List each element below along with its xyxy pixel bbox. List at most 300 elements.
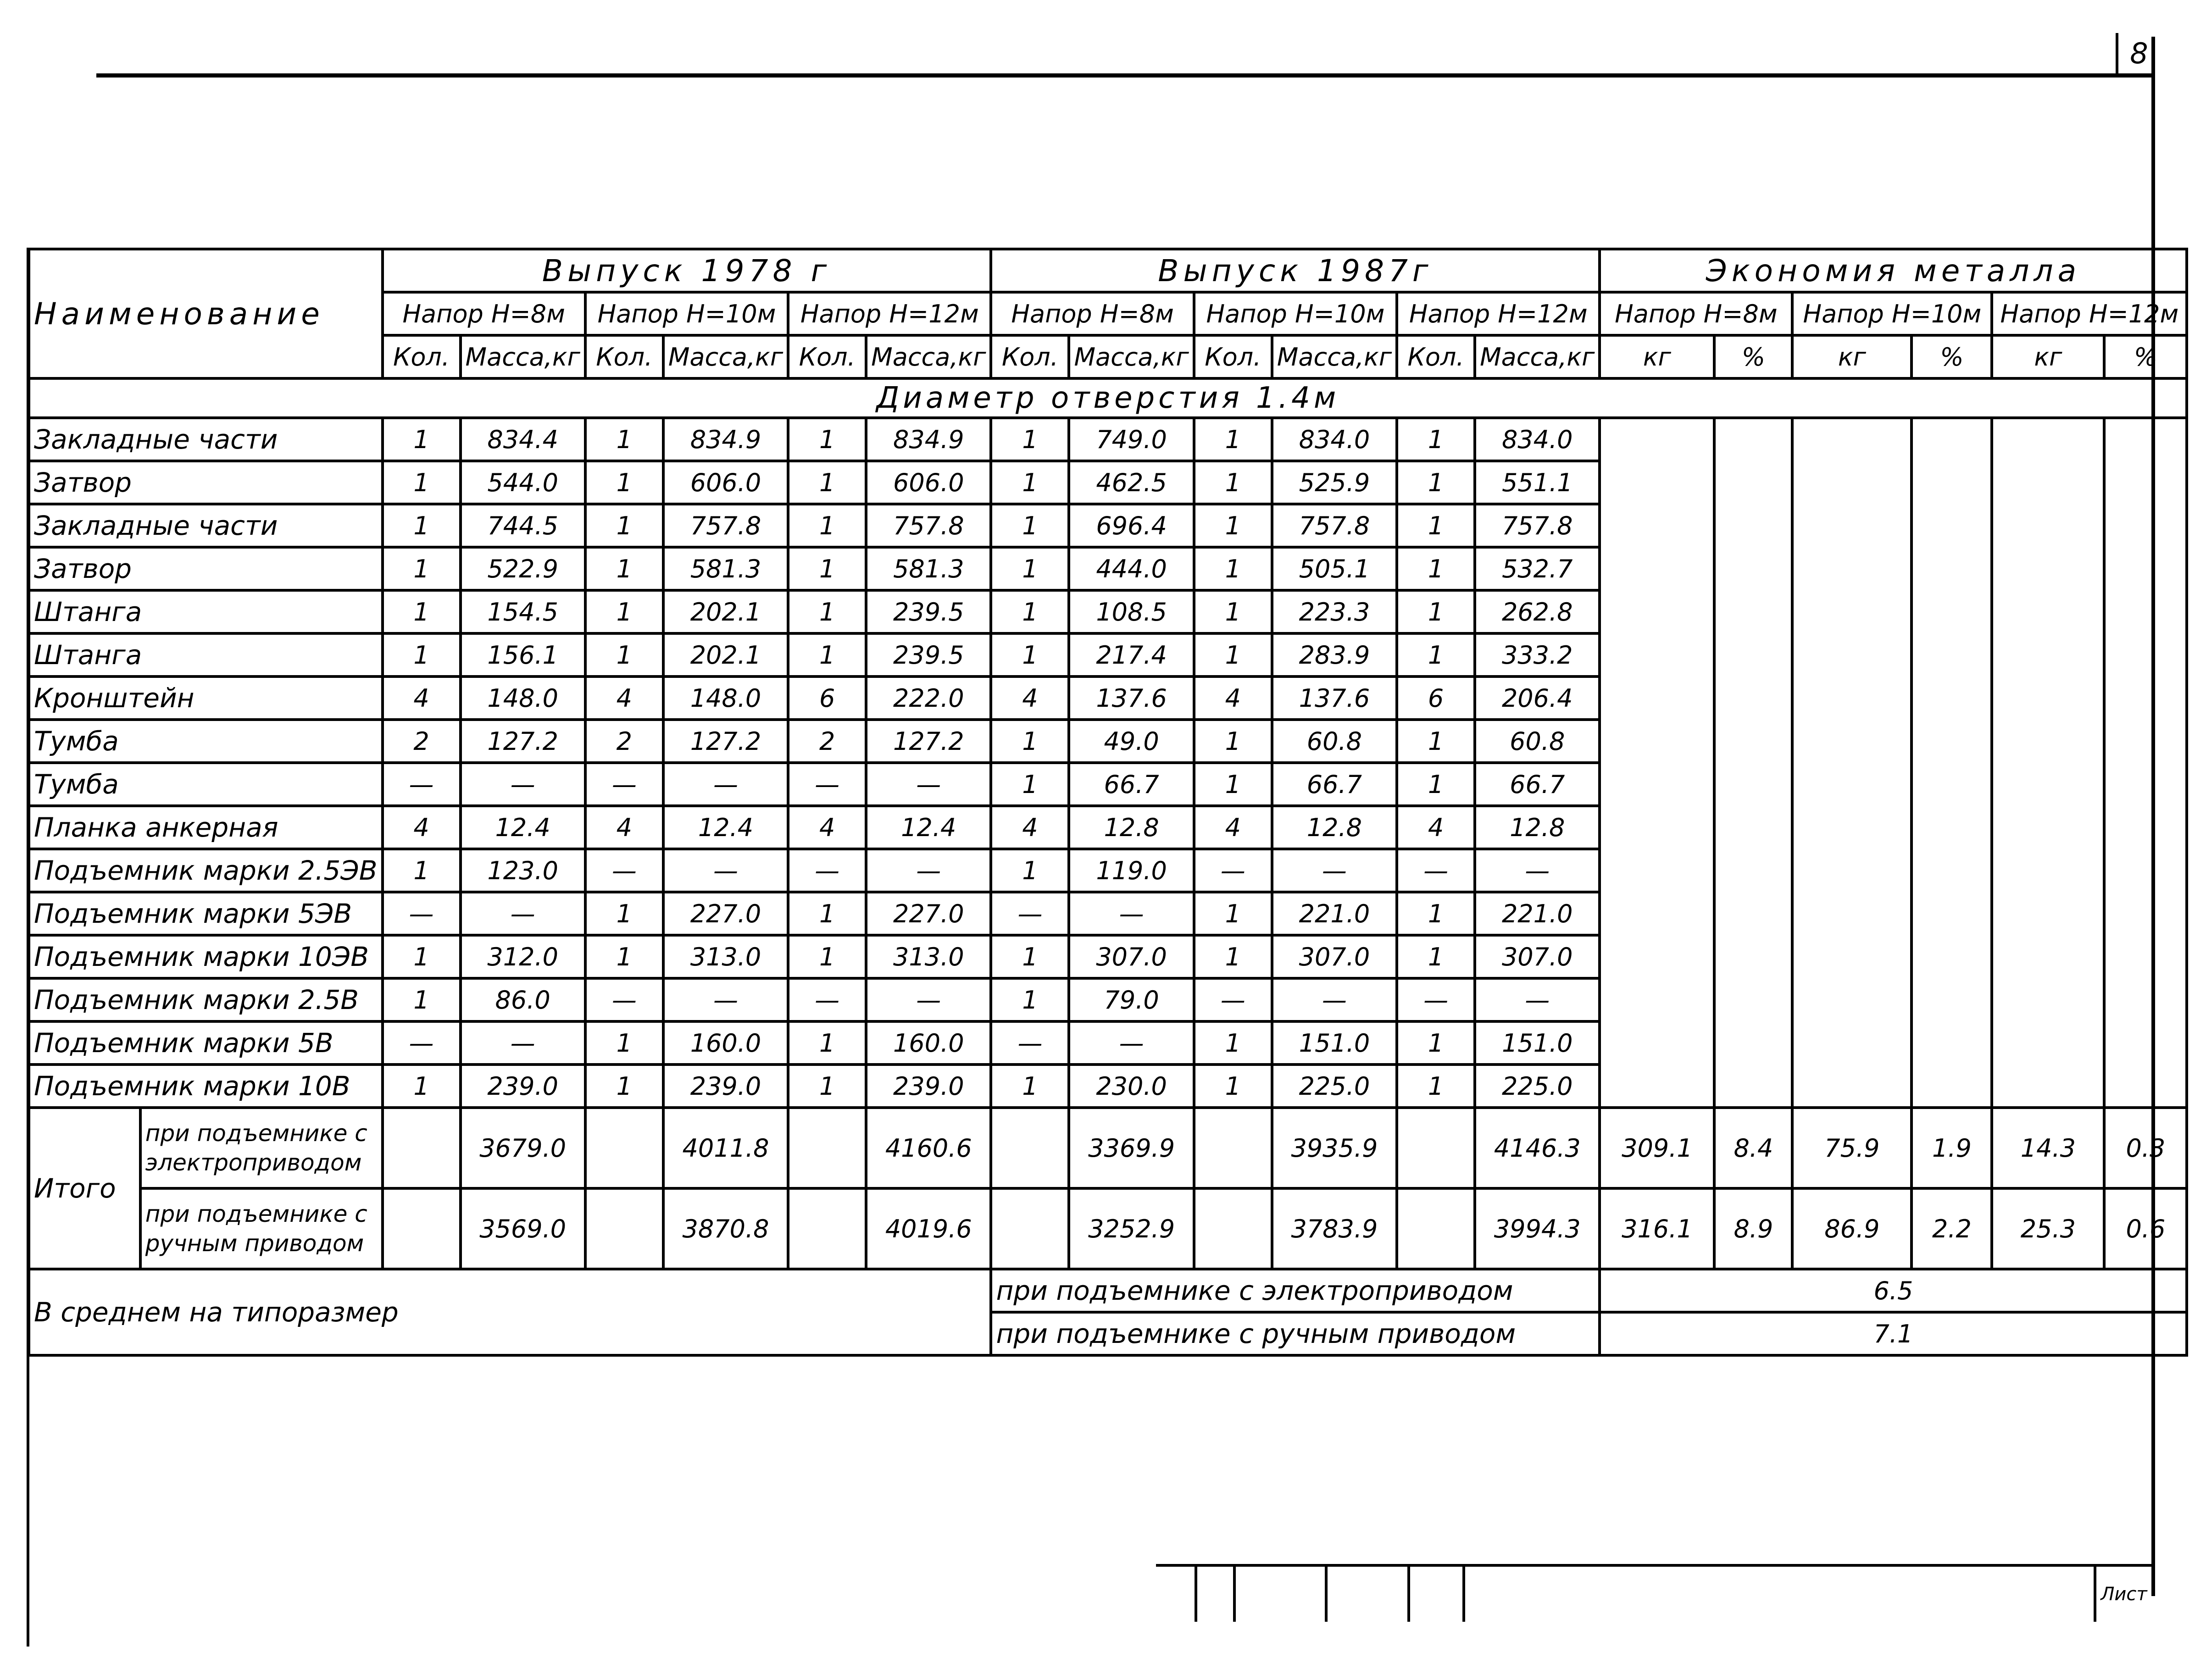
economy-empty-cell [1792, 676, 1912, 720]
qty-cell: 4 [585, 806, 663, 849]
qty-cell: 1 [788, 1021, 866, 1065]
mass-cell: 313.0 [866, 935, 991, 978]
mass-cell: 834.9 [663, 418, 788, 461]
economy-empty-cell [1792, 806, 1912, 849]
row-name: Подъемник марки 5В [29, 1021, 383, 1065]
qty-cell: 1 [1397, 1021, 1475, 1065]
table-row [29, 763, 2187, 806]
mass-cell: 119.0 [1069, 849, 1194, 892]
mass-cell: 66.7 [1069, 763, 1194, 806]
qty-cell: — [991, 1021, 1069, 1065]
mass-cell: 606.0 [663, 461, 788, 504]
qty-cell: 2 [383, 720, 461, 763]
qty-cell: 1 [1397, 633, 1475, 676]
qty-cell: 4 [1194, 676, 1272, 720]
row-name: Тумба [29, 720, 383, 763]
qty-cell: 2 [585, 720, 663, 763]
qty-cell: 1 [991, 978, 1069, 1021]
economy-empty-cell [1792, 978, 1912, 1021]
qty-cell: — [1397, 849, 1475, 892]
table-row [29, 935, 2187, 978]
mass-cell: 551.1 [1475, 461, 1600, 504]
economy-empty-cell [1714, 849, 1792, 892]
mass-cell: 60.8 [1475, 720, 1600, 763]
economy-empty-cell [1600, 676, 1714, 720]
economy-empty-cell [1714, 935, 1792, 978]
average-manual-value: 7.1 [1600, 1312, 2187, 1355]
mass-cell: 108.5 [1069, 590, 1194, 633]
economy-empty-cell [2104, 935, 2187, 978]
unit-qty: Кол. [585, 335, 663, 378]
average-label: В среднем на типоразмер [29, 1269, 991, 1355]
qty-cell: 1 [585, 504, 663, 547]
economy-empty-cell [1792, 1021, 1912, 1065]
qty-cell: — [383, 892, 461, 935]
qty-cell: 1 [788, 633, 866, 676]
mass-cell: — [866, 763, 991, 806]
qty-cell: 4 [1194, 806, 1272, 849]
mass-cell: 239.0 [461, 1065, 585, 1108]
totals-mass-cell: 4011.8 [663, 1108, 788, 1188]
mass-cell: — [663, 978, 788, 1021]
unit-pct: % [1912, 335, 1992, 378]
economy-empty-cell [1792, 418, 1912, 461]
mass-cell: 151.0 [1475, 1021, 1600, 1065]
economy-empty-cell [1912, 849, 1992, 892]
header-group-1987: Выпуск 1987г [991, 249, 1600, 292]
economy-empty-cell [1992, 1021, 2104, 1065]
row-name: Закладные части [29, 504, 383, 547]
qty-cell: 1 [991, 720, 1069, 763]
economy-empty-cell [1912, 418, 1992, 461]
qty-cell: — [788, 763, 866, 806]
qty-cell: 1 [1397, 763, 1475, 806]
totals-mass-cell: 4019.6 [866, 1188, 991, 1269]
table-row [29, 504, 2187, 547]
economy-value-cell: 86.9 [1792, 1188, 1912, 1269]
economy-empty-cell [1600, 892, 1714, 935]
economy-empty-cell [1714, 763, 1792, 806]
economy-empty-cell [1714, 806, 1792, 849]
qty-cell: 1 [585, 935, 663, 978]
qty-cell: 1 [585, 633, 663, 676]
mass-cell: 225.0 [1272, 1065, 1397, 1108]
qty-cell: 1 [1397, 461, 1475, 504]
totals-qty-empty [788, 1108, 866, 1188]
row-name: Тумба [29, 763, 383, 806]
economy-empty-cell [2104, 547, 2187, 590]
mass-cell: 151.0 [1272, 1021, 1397, 1065]
economy-empty-cell [1600, 806, 1714, 849]
unit-kg: кг [1992, 335, 2104, 378]
economy-empty-cell [1792, 935, 1912, 978]
head-economy-8: Напор Н=8м [1600, 292, 1792, 335]
sheet-number: 8 [2116, 33, 2160, 74]
head-1978-8: Напор Н=8м [383, 292, 585, 335]
top-border-line [96, 73, 2151, 78]
head-1987-10: Напор Н=10м [1194, 292, 1397, 335]
qty-cell: 1 [383, 461, 461, 504]
head-1978-12: Напор Н=12м [788, 292, 991, 335]
qty-cell: 1 [788, 504, 866, 547]
mass-cell: 834.0 [1272, 418, 1397, 461]
economy-empty-cell [1912, 1065, 1992, 1108]
economy-empty-cell [1792, 504, 1912, 547]
qty-cell: 1 [788, 935, 866, 978]
table-row [29, 461, 2187, 504]
economy-empty-cell [1992, 504, 2104, 547]
economy-empty-cell [1992, 461, 2104, 504]
title-block-cell [1325, 1567, 1410, 1622]
qty-cell: 1 [1194, 935, 1272, 978]
qty-cell: 1 [383, 547, 461, 590]
mass-cell: 239.0 [866, 1065, 991, 1108]
economy-empty-cell [2104, 720, 2187, 763]
qty-cell: — [383, 1021, 461, 1065]
qty-cell: 1 [788, 1065, 866, 1108]
economy-empty-cell [1912, 547, 1992, 590]
economy-empty-cell [1992, 935, 2104, 978]
mass-cell: — [866, 849, 991, 892]
row-name: Затвор [29, 547, 383, 590]
row-name: Закладные части [29, 418, 383, 461]
table-row [29, 676, 2187, 720]
unit-pct: % [2104, 335, 2187, 378]
mass-cell: 127.2 [461, 720, 585, 763]
qty-cell: 1 [991, 504, 1069, 547]
mass-cell: 49.0 [1069, 720, 1194, 763]
economy-empty-cell [1600, 720, 1714, 763]
qty-cell: 1 [1194, 892, 1272, 935]
economy-value-cell: 8.4 [1714, 1108, 1792, 1188]
unit-qty: Кол. [991, 335, 1069, 378]
mass-cell: 230.0 [1069, 1065, 1194, 1108]
qty-cell: 1 [1194, 1021, 1272, 1065]
mass-cell: 79.0 [1069, 978, 1194, 1021]
totals-qty-empty [383, 1108, 461, 1188]
mass-cell: 227.0 [866, 892, 991, 935]
row-name: Подъемник марки 10В [29, 1065, 383, 1108]
mass-cell: 156.1 [461, 633, 585, 676]
totals-mass-cell: 3569.0 [461, 1188, 585, 1269]
qty-cell: 4 [1397, 806, 1475, 849]
qty-cell: 1 [1194, 633, 1272, 676]
qty-cell: 1 [1194, 590, 1272, 633]
mass-cell: 137.6 [1272, 676, 1397, 720]
economy-empty-cell [1714, 633, 1792, 676]
qty-cell: 4 [788, 806, 866, 849]
economy-empty-cell [1792, 633, 1912, 676]
economy-empty-cell [2104, 504, 2187, 547]
row-name: Кронштейн [29, 676, 383, 720]
economy-empty-cell [1912, 590, 1992, 633]
table-row [29, 806, 2187, 849]
mass-cell: 222.0 [866, 676, 991, 720]
qty-cell: 4 [383, 676, 461, 720]
mass-cell: 834.0 [1475, 418, 1600, 461]
mass-cell: 223.3 [1272, 590, 1397, 633]
qty-cell: 1 [1194, 504, 1272, 547]
qty-cell: 1 [788, 892, 866, 935]
economy-empty-cell [2104, 849, 2187, 892]
economy-empty-cell [1912, 720, 1992, 763]
economy-empty-cell [1600, 1021, 1714, 1065]
unit-qty: Кол. [788, 335, 866, 378]
mass-cell: 522.9 [461, 547, 585, 590]
qty-cell: 4 [585, 676, 663, 720]
qty-cell: 1 [585, 892, 663, 935]
unit-qty: Кол. [1397, 335, 1475, 378]
average-electric-value: 6.5 [1600, 1269, 2187, 1312]
mass-cell: 66.7 [1272, 763, 1397, 806]
mass-cell: 532.7 [1475, 547, 1600, 590]
mass-cell: 154.5 [461, 590, 585, 633]
row-name: Планка анкерная [29, 806, 383, 849]
qty-cell: 1 [383, 978, 461, 1021]
mass-cell: — [663, 849, 788, 892]
totals-label: Итого [29, 1108, 140, 1269]
unit-qty: Кол. [383, 335, 461, 378]
row-name: Штанга [29, 590, 383, 633]
qty-cell: 1 [1194, 461, 1272, 504]
totals-qty-empty [585, 1188, 663, 1269]
mass-cell: 12.4 [866, 806, 991, 849]
specification-table [28, 248, 2188, 1357]
totals-qty-empty [383, 1188, 461, 1269]
economy-empty-cell [2104, 676, 2187, 720]
economy-value-cell: 8.9 [1714, 1188, 1792, 1269]
economy-empty-cell [1992, 763, 2104, 806]
title-block [1156, 1564, 2151, 1622]
average-electric-label: при подъемнике с электроприводом [991, 1269, 1600, 1312]
totals-mass-cell: 3679.0 [461, 1108, 585, 1188]
economy-empty-cell [2104, 461, 2187, 504]
qty-cell: 1 [383, 418, 461, 461]
economy-empty-cell [2104, 806, 2187, 849]
qty-cell: 1 [585, 1065, 663, 1108]
economy-empty-cell [1792, 1065, 1912, 1108]
qty-cell: 1 [585, 547, 663, 590]
qty-cell: 1 [1194, 418, 1272, 461]
mass-cell: 696.4 [1069, 504, 1194, 547]
economy-empty-cell [2104, 1065, 2187, 1108]
row-name: Штанга [29, 633, 383, 676]
mass-cell: 757.8 [1272, 504, 1397, 547]
mass-cell: 525.9 [1272, 461, 1397, 504]
economy-empty-cell [1912, 978, 1992, 1021]
totals-mass-cell: 3870.8 [663, 1188, 788, 1269]
table-row [29, 978, 2187, 1021]
qty-cell: 1 [585, 1021, 663, 1065]
mass-cell: 307.0 [1069, 935, 1194, 978]
economy-empty-cell [1912, 935, 1992, 978]
mass-cell: 225.0 [1475, 1065, 1600, 1108]
qty-cell: 1 [383, 1065, 461, 1108]
average-row-electric [29, 1269, 2187, 1312]
totals-qty-empty [991, 1188, 1069, 1269]
unit-kg: кг [1792, 335, 1912, 378]
title-block-cell [1407, 1567, 1465, 1622]
economy-empty-cell [1912, 892, 1992, 935]
mass-cell: 462.5 [1069, 461, 1194, 504]
economy-empty-cell [1792, 590, 1912, 633]
economy-empty-cell [1714, 978, 1792, 1021]
economy-empty-cell [1912, 504, 1992, 547]
mass-cell: 221.0 [1475, 892, 1600, 935]
economy-empty-cell [1600, 849, 1714, 892]
mass-cell: 307.0 [1272, 935, 1397, 978]
qty-cell: 1 [1397, 720, 1475, 763]
economy-empty-cell [1992, 1065, 2104, 1108]
mass-cell: 444.0 [1069, 547, 1194, 590]
table-row [29, 849, 2187, 892]
unit-qty: Кол. [1194, 335, 1272, 378]
mass-cell: 60.8 [1272, 720, 1397, 763]
economy-value-cell: 0.3 [2104, 1108, 2187, 1188]
qty-cell: 1 [383, 849, 461, 892]
economy-empty-cell [1714, 504, 1792, 547]
mass-cell: 307.0 [1475, 935, 1600, 978]
economy-empty-cell [1792, 849, 1912, 892]
head-economy-10: Напор Н=10м [1792, 292, 1992, 335]
totals-qty-empty [585, 1108, 663, 1188]
qty-cell: 1 [788, 547, 866, 590]
economy-empty-cell [1600, 590, 1714, 633]
economy-empty-cell [1912, 676, 1992, 720]
mass-cell: 834.9 [866, 418, 991, 461]
mass-cell: 148.0 [663, 676, 788, 720]
qty-cell: 1 [991, 1065, 1069, 1108]
economy-empty-cell [1792, 720, 1912, 763]
title-block-cell [1156, 1567, 1197, 1622]
economy-empty-cell [1600, 504, 1714, 547]
unit-mass: Масса,кг [1272, 335, 1397, 378]
mass-cell: 202.1 [663, 633, 788, 676]
mass-cell: 262.8 [1475, 590, 1600, 633]
economy-empty-cell [1792, 547, 1912, 590]
qty-cell: 1 [1397, 547, 1475, 590]
header-group-1978: Выпуск 1978 г [383, 249, 991, 292]
qty-cell: 1 [1194, 763, 1272, 806]
totals-sublabel: при подъемнике с электроприводом [140, 1108, 383, 1188]
totals-mass-cell: 4146.3 [1475, 1108, 1600, 1188]
economy-empty-cell [2104, 763, 2187, 806]
qty-cell: — [788, 978, 866, 1021]
qty-cell: — [585, 763, 663, 806]
mass-cell: 137.6 [1069, 676, 1194, 720]
totals-row-manual [29, 1188, 2187, 1269]
mass-cell: 239.5 [866, 633, 991, 676]
mass-cell: — [1272, 978, 1397, 1021]
qty-cell: 6 [788, 676, 866, 720]
qty-cell: 4 [991, 806, 1069, 849]
economy-empty-cell [1714, 720, 1792, 763]
qty-cell: 1 [1194, 1065, 1272, 1108]
mass-cell: 148.0 [461, 676, 585, 720]
economy-empty-cell [1714, 590, 1792, 633]
economy-empty-cell [1600, 1065, 1714, 1108]
qty-cell: 1 [1397, 892, 1475, 935]
head-economy-12: Напор Н=12м [1992, 292, 2187, 335]
mass-cell: 283.9 [1272, 633, 1397, 676]
economy-value-cell: 2.2 [1912, 1188, 1992, 1269]
totals-mass-cell: 3935.9 [1272, 1108, 1397, 1188]
economy-empty-cell [1992, 676, 2104, 720]
qty-cell: 1 [788, 590, 866, 633]
head-1987-8: Напор Н=8м [991, 292, 1194, 335]
economy-empty-cell [1992, 806, 2104, 849]
mass-cell: — [461, 892, 585, 935]
sheet-label: Лист [2094, 1567, 2151, 1622]
economy-empty-cell [1714, 892, 1792, 935]
table-row [29, 633, 2187, 676]
mass-cell: 333.2 [1475, 633, 1600, 676]
header-name: Наименование [29, 249, 383, 378]
mass-cell: 239.5 [866, 590, 991, 633]
mass-cell: 160.0 [663, 1021, 788, 1065]
table-row [29, 720, 2187, 763]
mass-cell: 127.2 [663, 720, 788, 763]
qty-cell: 2 [788, 720, 866, 763]
mass-cell: — [1069, 1021, 1194, 1065]
unit-mass: Масса,кг [663, 335, 788, 378]
economy-value-cell: 25.3 [1992, 1188, 2104, 1269]
mass-cell: 123.0 [461, 849, 585, 892]
average-manual-label: при подъемнике с ручным приводом [991, 1312, 1600, 1355]
row-name: Подъемник марки 5ЭВ [29, 892, 383, 935]
economy-empty-cell [1792, 461, 1912, 504]
economy-empty-cell [1912, 633, 1992, 676]
head-1987-12: Напор Н=12м [1397, 292, 1600, 335]
economy-value-cell: 14.3 [1992, 1108, 2104, 1188]
economy-empty-cell [1714, 547, 1792, 590]
totals-qty-empty [1194, 1108, 1272, 1188]
qty-cell: 1 [1397, 504, 1475, 547]
mass-cell: 581.3 [866, 547, 991, 590]
economy-empty-cell [1600, 978, 1714, 1021]
qty-cell: 4 [383, 806, 461, 849]
row-name: Подъемник марки 10ЭВ [29, 935, 383, 978]
totals-qty-empty [991, 1108, 1069, 1188]
totals-sublabel: при подъемнике с ручным приводом [140, 1188, 383, 1269]
unit-mass: Масса,кг [866, 335, 991, 378]
qty-cell: 1 [991, 461, 1069, 504]
mass-cell: 749.0 [1069, 418, 1194, 461]
economy-empty-cell [1714, 676, 1792, 720]
mass-cell: 217.4 [1069, 633, 1194, 676]
qty-cell: 1 [383, 633, 461, 676]
mass-cell: 12.8 [1069, 806, 1194, 849]
table-row [29, 892, 2187, 935]
totals-row-electric [29, 1108, 2187, 1188]
economy-empty-cell [1600, 418, 1714, 461]
economy-value-cell: 309.1 [1600, 1108, 1714, 1188]
table-row [29, 547, 2187, 590]
economy-value-cell: 316.1 [1600, 1188, 1714, 1269]
economy-empty-cell [1992, 633, 2104, 676]
qty-cell: 1 [991, 849, 1069, 892]
economy-empty-cell [1912, 763, 1992, 806]
economy-empty-cell [1714, 461, 1792, 504]
header-group-economy: Экономия металла [1600, 249, 2187, 292]
economy-value-cell: 75.9 [1792, 1108, 1912, 1188]
totals-mass-cell: 4160.6 [866, 1108, 991, 1188]
mass-cell: 12.8 [1475, 806, 1600, 849]
mass-cell: — [1475, 978, 1600, 1021]
qty-cell: — [585, 849, 663, 892]
qty-cell: 1 [1397, 590, 1475, 633]
totals-qty-empty [788, 1188, 866, 1269]
